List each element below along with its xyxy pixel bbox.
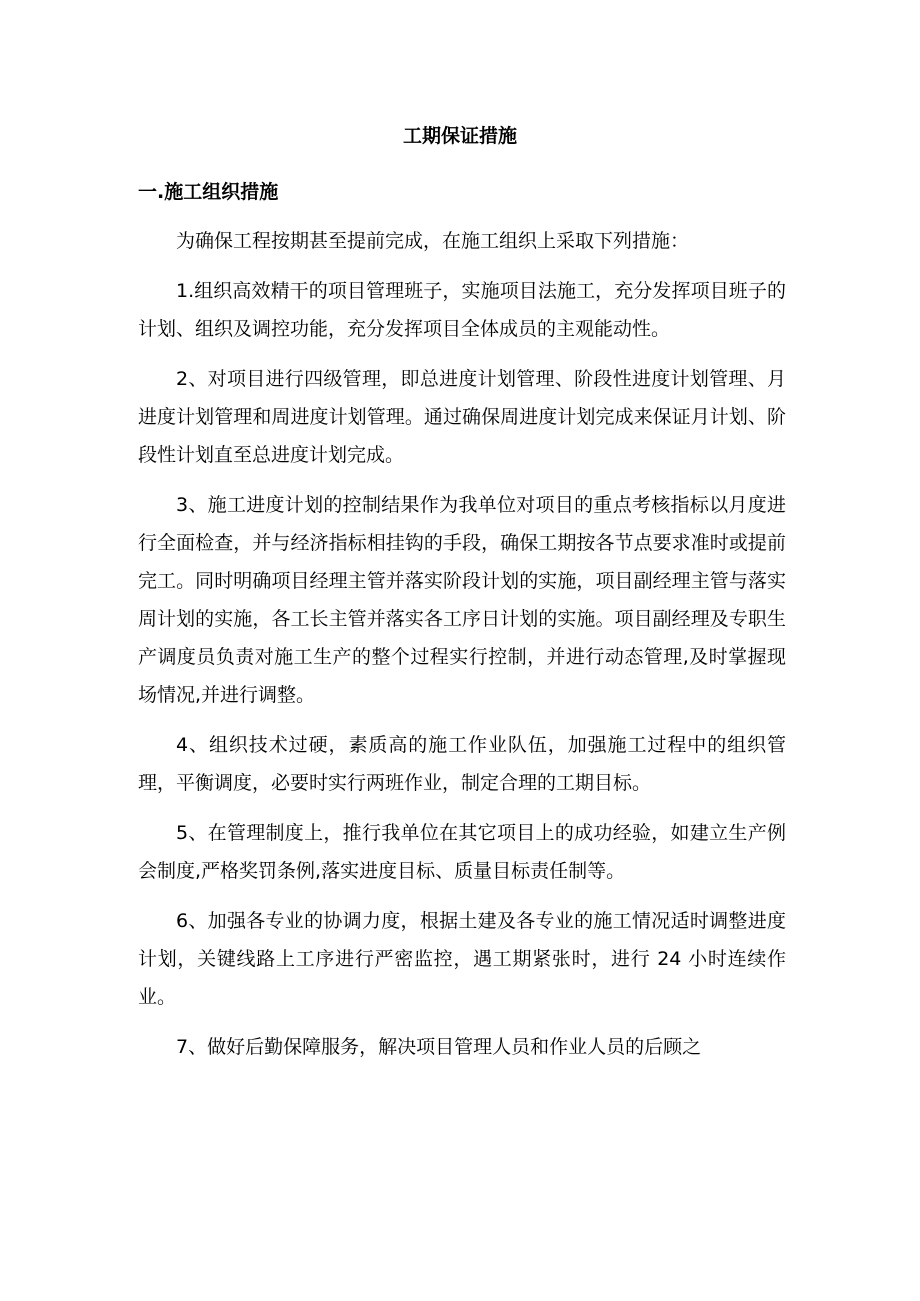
document-body — [138, 222, 786, 1078]
paragraph-item-5: 5、在管理制度上，推行我单位在其它项目上的成功经验，如建立生产例会制度,严格奖罚条例,落实进度目标、质量目标责任制等。 — [138, 822, 786, 882]
paragraph-item-4: 4、组织技术过硬，素质高的施工作业队伍，加强施工过程中的组织管理，平衡调度，必要时实行两班作业，制定合理的工期目标。 — [138, 734, 786, 794]
paragraph-item-6: 6、加强各专业的协调力度，根据土建及各专业的施工情况适时调整进度计划，关键线路上工序进行严密监控，遇工期紧张时，进行 24 小时连续作业。 — [138, 910, 786, 1008]
paragraph-item-7: 7、做好后勤保障服务，解决项目管理人员和作业人员的后顾之 — [176, 1036, 702, 1058]
paragraph-item-3: 3、施工进度计划的控制结果作为我单位对项目的重点考核指标以月度进行全面检查，并与经济指标相挂钩的手段，确保工期按各节点要求准时或提前完工。同时明确项目经理主管并落实阶段计划的实施，项目副经理主管与落实周计划的实施，各工长主管并落实各工序日计划的实施。项目副经理及专职生产调度员负责对施工生产的整个过程实行控制，并进行动态管理,及时掌握现场情况,并进行调整。 — [138, 494, 786, 706]
paragraph-item-1: 1.组织高效精干的项目管理班子，实施项目法施工，充分发挥项目班子的计划、组织及调控功能，充分发挥项目全体成员的主观能动性。 — [138, 280, 786, 340]
document-title: 工期保证措施 — [402, 125, 517, 147]
paragraph-item-2: 2、对项目进行四级管理，即总进度计划管理、阶段性进度计划管理、月进度计划管理和周进度计划管理。通过确保周进度计划完成来保证月计划、阶段性计划直至总进度计划完成。 — [138, 368, 786, 466]
section-heading: 一.施工组织措施 — [138, 181, 279, 203]
paragraph-intro: 为确保工程按期甚至提前完成，在施工组织上采取下列措施： — [176, 230, 690, 252]
